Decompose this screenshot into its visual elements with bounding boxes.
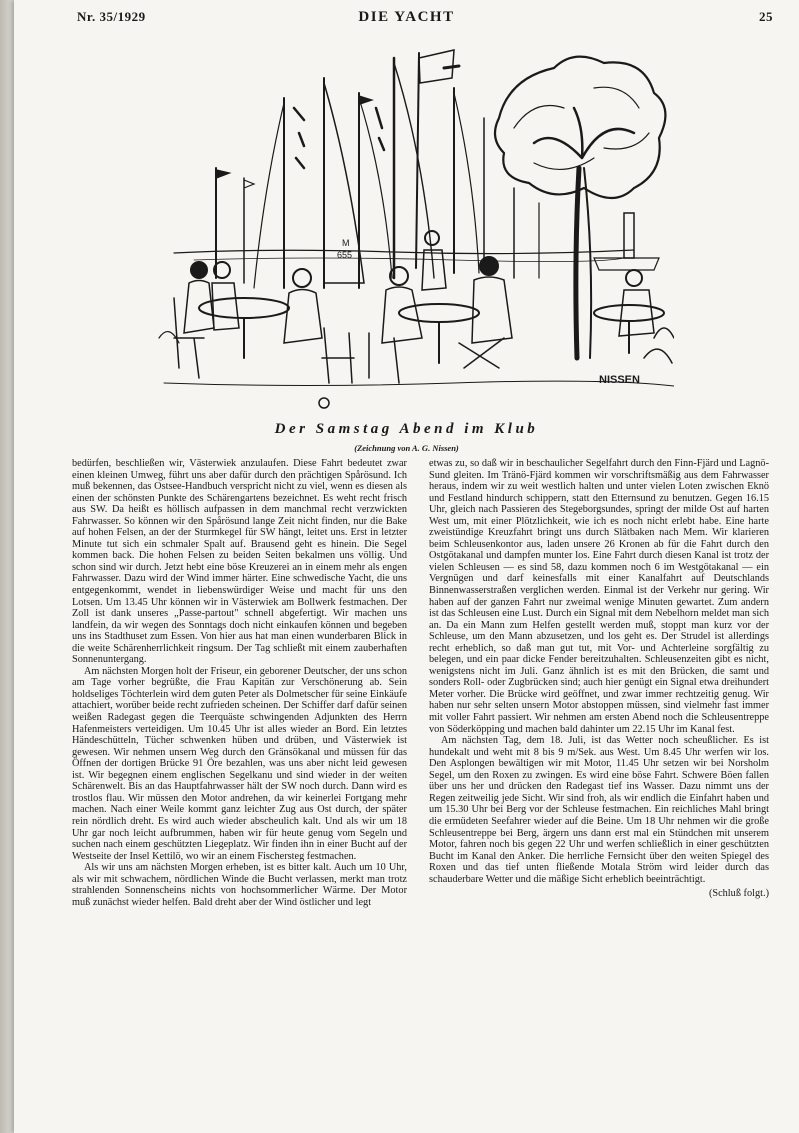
article-paragraph: Als wir uns am nächsten Morgen erheben, ist es bitter kalt. Auch um 10 Uhr, als wir mit schwachem, nördlichen Winde die Bucht verlassen, merkt man trotz strahlenden Sonnenscheins nichts von hochsommerlicher Wärme. Der Motor muß zunächst wieder helfen. Bald dreht aber der Wind östlicher und legt — [72, 862, 407, 908]
article-column-left — [72, 458, 407, 908]
to-be-continued-note: (Schluß folgt.) — [708, 888, 769, 900]
magazine-page — [14, 0, 799, 1133]
illustration-signature: NISSEN — [599, 374, 640, 386]
article-paragraph: etwas zu, so daß wir in beschaulicher Segelfahrt durch den Finn-Fjärd und Lagnö-Sund gleiten. Im Tränö-Fjärd kommen wir vorschriftsmäßig aus dem Fahrwasser heraus, indem wir zu weit westlich halten und unter vielen Loten zwischen Eknö und Festland hindurch schippern, statt den Etternsund zu benutzen. Gegen 16.15 Uhr, gleich nach Passieren des Stegeborgsundes, springt der milde Ost auf harten West um, mit einer Plötzlichkeit, wie ich es noch nicht erlebt habe. Eine harte zweistündige Kreuzfahrt bringt uns durch Slätbaken nach Mem. Wir klarieren beim Schleusenkontor aus, laden unsere 26 Kronen ab für die Fahrt durch den Ostgötakanal und dampfen munter los. Eine Fahrt durch diesen Kanal ist trotz der vielen Schleusen — es sind 58, dazu kommen noch 6 im Westgötakanal — ein Vergnügen und darf keinesfalls mit einer Kanalfahrt auf Deutschlands Binnenwasserstraßen verglichen werden. Einmal ist der Verkehr nur gering. Wir haben auf der ganzen Fahrt nur zweimal wenige Minuten gewartet. Zum andern ist das Schleusen eine Lust. Durch ein Signal mit dem Nebelhorn meldet man sich an. Da ein Mann zum Helfen gestellt werden muß, stoppt man kurz vor der Schleuse, um den Mann abzusetzen, und los geht es. Der Strudel ist allerdings recht erheblich, so daß man gut tut, mit Vor- und Achterleine sorgfältig zu belegen, und ein paar dicke Fender bereitzuhalten. Schleusenzeiten gibt es nicht, wenigstens nicht im Juli. Ganz ähnlich ist es mit den Brücken, die samt und sonders Roll- oder Zugbrücken sind; auch hier genügt ein Signal etwa dreihundert Meter vorher. Die Brücke wird geöffnet, und zwar immer rechtzeitig genug. Wir haben nur sehr selten unsern Motor abstoppen müssen, sind vielmehr fast immer mit voller Fahrt passiert. Wir nehmen am ersten Abend noch die Schleusentreppe von Söderköpping und machen bald dahinter um 22.15 Uhr im Kanal fest. — [429, 458, 769, 735]
article-column-right — [429, 458, 769, 900]
article-paragraph: bedürfen, beschließen wir, Västerwiek anzulaufen. Diese Fahrt bedeutet zwar einen kleinen Umweg, führt uns aber dafür durch den prächtigen Spårösund. Ich muß bekennen, das Ostsee-Handbuch verspricht nicht zu viel, wenn es diesen als einen der schönsten Punkte des Schärengartens bezeichnet. Es weht recht frisch aus SW. Da heißt es höllisch aufpassen in dem manchmal recht verzwickten Fahrwasser. So können wir den Spårösund lange Zeit nicht finden, nur die Bake auf hohen Felsen, an der der Sturmkegel für SW hängt, leitet uns. Erst in letzter Minute tut sich ein schmaler Spalt auf. Brausend geht es hinein. Die Segel kommen back. Die hohen Felsen zu beiden Seiten bekalmen uns völlig. Und schon sind wir durch. Jetzt hebt eine böse Kreuzerei an in einem mehr als engen Fahrwasser. Dazu wird der Wind immer härter. Eine schwedische Yacht, die uns entgegenkommt, wendet in liebenswürdiger Weise und macht für uns den Lotsen. Um 13.45 Uhr können wir in Västerwiek am Bollwerk festmachen. Der Zoll ist dank unseres „Passe-partout" schnell abgefertigt. Wir machen uns landfein, da wir wegen des Sonntags doch nicht einkaufen können und begeben uns ins Stadthuset zum Essen. Von hier aus hat man einen wunderbaren Blick in die weite Schärenherrlichkeit ringsum. Der Tag schließt mit einem zauberhaften Sonnenuntergang. — [72, 458, 407, 666]
illustration-credit: (Zeichnung von A. G. Nissen) — [354, 443, 459, 453]
illustration-caption: Der Samstag Abend im Klub — [274, 421, 539, 437]
svg-text:M: M — [342, 238, 350, 248]
magazine-title: DIE YACHT — [358, 9, 455, 25]
article-paragraph: Am nächsten Tag, dem 18. Juli, ist das Wetter noch scheußlicher. Es ist hundekalt und weht mit 8 bis 9 m/Sek. aus West. Um 8.45 Uhr werfen wir los. Den Asplongen bewältigen wir mit Motor, 11.45 Uhr setzen wir bei Norsholm Segel, um den Roxen zu zwingen. Es wird eine böse Fahrt. Schwere Böen fallen über uns her und drücken den Radegast tief ins Wasser. Dazu nimmt uns der Regen zeitweilig jede Sicht. Wir sind froh, als wir endlich die Einfahrt haben und um 15.30 Uhr bei Berg vor der Schleuse festmachen. Ein reichliches Mahl bringt die ermüdeten Seefahrer wieder auf die Beine. Um 18 Uhr nehmen wir die große Schleusentreppe bei Berg, ärgern uns dann erst mal ein Stündchen mit unserem Motor, fahren noch bis gegen 22 Uhr und werfen schließlich in einer geschützten Bucht im Kanal den Anker. Die herrliche Fernsicht über den weiten Spiegel des Roxen und das tief unten fließende Motala Ström wird leider durch das schauderbare Wetter und die mäßige Sicht erheblich beeinträchtigt. — [429, 735, 769, 885]
club-evening-illustration — [154, 38, 674, 413]
page-number: 25 — [759, 9, 773, 24]
page-edge — [0, 0, 14, 1133]
issue-number: Nr. 35/1929 — [77, 9, 146, 24]
article-paragraph: Am nächsten Morgen holt der Friseur, ein geborener Deutscher, der uns schon am Tage vorher begrüßte, die Frau Kapitän zur Verschönerung ab. Sein holdseliges Töchterlein wird dem guten Peter als Dolmetscher für seine Einkäufe attachiert, worüber beide recht zufrieden scheinen. Der Schiffer darf dafür seinen weißen Radegast gegen die Teerquäste schwingenden Adjunkten des Herrn Hafenmeisters verteidigen. Um 10.45 Uhr ist alles wieder an Bord. Ein letztes Händeschütteln, Tücher schwenken hüben und drüben, und Västerwiek ist gewesen. Wir nehmen unsern Weg durch den Gränsökanal und müssen für das Öffnen der dortigen Brücke 91 Öre bezahlen, was uns aber nicht leid gewesen ist. Wir begegnen einem englischen Segelkanu und sind wieder in der weiten Schärenwelt. Bis an das Hauptfahrwasser hält der SW noch durch. Dann wird es trostlos flau. Wir müssen den Motor andrehen, da wir keinerlei Fortgang mehr machen. Nach einer Weile kommt ganz leichter Zug aus Ost durch, der später rein nördlich dreht. Es wird auch wieder abscheulich kalt. Und als wir um 18 Uhr gar noch leicht aufbrummen, haben wir für heute genug vom Segeln und suchen nach einem geschützten Liegeplatz. Wir finden ihn in einer Bucht auf der Westseite der Insel Kettilö, wo wir an einem Fischersteg festmachen. — [72, 665, 407, 862]
svg-text:655: 655 — [337, 250, 353, 260]
